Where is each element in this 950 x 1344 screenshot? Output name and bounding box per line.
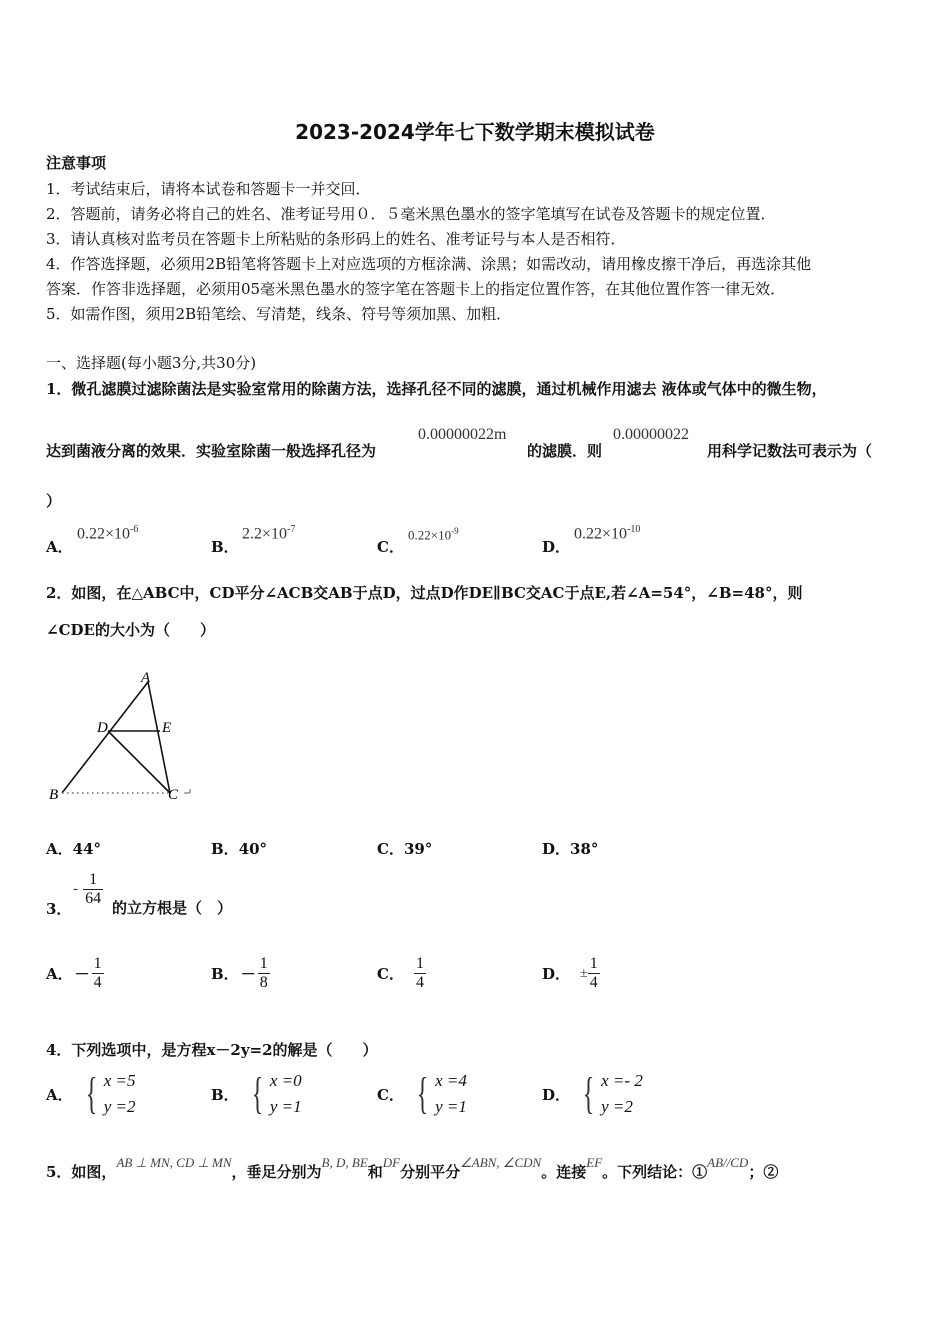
q4-option-d[interactable]: D． { x =- 2 y =2 bbox=[542, 1069, 643, 1118]
q1-option-b-value[interactable]: $2.2\times 10^{-7}$ bbox=[242, 524, 296, 543]
q3-suffix: 的立方根是（ ） bbox=[112, 899, 233, 917]
notice-item: 5．如需作图，须用2B铅笔绘、写清楚，线条、符号等须加黑、加粗． bbox=[46, 305, 512, 323]
q2-option-b[interactable]: B．40° bbox=[211, 840, 268, 858]
q2-option-a[interactable]: A．44° bbox=[46, 840, 102, 858]
q1-line2a: 达到菌液分离的效果．实验室除菌一般选择孔径为 bbox=[46, 442, 377, 460]
q1-option-c-letter[interactable]: C． bbox=[377, 538, 404, 556]
q2-option-c[interactable]: C．39° bbox=[377, 840, 433, 858]
notice-item: 4．作答选择题，必须用2B铅笔将答题卡上对应选项的方框涂满、涂黑；如需改动，请用橡皮擦干净后，再选涂其他 bbox=[46, 255, 812, 273]
notice-item: 1．考试结束后，请将本试卷和答题卡一并交回． bbox=[46, 180, 371, 198]
q4-option-b[interactable]: B． { x =0 y =1 bbox=[211, 1069, 302, 1118]
label-b: B bbox=[49, 787, 59, 803]
notice-item: 2．答题前，请务必将自己的姓名、准考证号用０．５毫米黑色墨水的签字笔填写在试卷及答题卡的规定位置． bbox=[46, 205, 776, 223]
q2-option-d[interactable]: D．38° bbox=[542, 840, 599, 858]
q3-option-d[interactable]: D． ± $\frac{1}{4}$ bbox=[542, 955, 598, 991]
q1-option-a-letter[interactable]: A． bbox=[46, 538, 73, 556]
triangle-figure bbox=[44, 665, 204, 810]
q2-line2: ∠CDE的大小为（ ） bbox=[46, 621, 215, 639]
q3-expression: - $\frac{1}{64}$ bbox=[73, 871, 102, 907]
label-c: C bbox=[168, 787, 179, 803]
q3-option-a[interactable]: A． － $\frac{1}{4}$ bbox=[46, 955, 102, 991]
q1-line2c: 用科学记数法可表示为（ bbox=[707, 442, 873, 460]
q1-option-d-letter[interactable]: D． bbox=[542, 538, 571, 556]
q2-line1: 2．如图，在△ABC中，CD平分∠ACB交AB于点D，过点D作DE∥BC交AC于点E,若∠A=54°，∠B=48°，则 bbox=[46, 584, 803, 602]
q3-option-b[interactable]: B． － $\frac{1}{8}$ bbox=[211, 955, 268, 991]
q4-option-c[interactable]: C． { x =4 y =1 bbox=[377, 1069, 467, 1118]
q1-option-b-letter[interactable]: B． bbox=[211, 538, 239, 556]
notice-heading: 注意事项 bbox=[46, 154, 107, 172]
section-heading: 一、选择题(每小题3分,共30分) bbox=[46, 354, 257, 372]
q1-line3: ） bbox=[46, 492, 62, 510]
q1-line1: 1．微孔滤膜过滤除菌法是实验室常用的除菌方法，选择孔径不同的滤膜，通过机械作用滤去 液体或气体中的微生物， bbox=[46, 380, 827, 398]
label-a: A bbox=[141, 670, 151, 686]
q1-option-a-value[interactable]: $0.22\times 10^{-6}$ bbox=[77, 524, 139, 543]
notice-item: 3．请认真核对监考员在答题卡上所粘贴的条形码上的姓名、准考证号与本人是否相符． bbox=[46, 230, 626, 248]
q3-option-c[interactable]: C． $\frac{1}{4}$ bbox=[377, 955, 424, 991]
q4-line: 4．下列选项中，是方程x－2y=2的解是（ ） bbox=[46, 1041, 378, 1059]
notice-item: 答案．作答非选择题，必须用05毫米黑色墨水的签字笔在答题卡上的指定位置作答，在其他位置作答一律无效． bbox=[46, 280, 786, 298]
q1-expr2: 0.00000022 bbox=[613, 426, 689, 443]
q1-option-d-value[interactable]: $0.22\times 10^{-10}$ bbox=[574, 524, 641, 543]
label-e: E bbox=[162, 720, 172, 736]
q3-prefix: 3． bbox=[46, 900, 72, 918]
q1-line2b: 的滤膜．则 bbox=[527, 442, 603, 460]
q1-option-c-value[interactable]: $0.22\times 10^{-9}$ bbox=[408, 526, 459, 543]
q1-expr1: 0.00000022m bbox=[418, 426, 507, 443]
q5-line: 5．如图， AB ⊥ MN, CD ⊥ MN ，垂足分别为 B, D, BE 和 DF 分别平分 ∠ABN, ∠CDN 。连接 EF 。下列结论：① AB//CD ；② bbox=[46, 1155, 779, 1181]
q4-option-a[interactable]: A． { x =5 y =2 bbox=[46, 1069, 136, 1118]
page-title: 2023-2024学年七下数学期末模拟试卷 bbox=[295, 120, 655, 144]
label-d: D bbox=[97, 720, 108, 736]
return-mark-icon bbox=[184, 789, 190, 793]
